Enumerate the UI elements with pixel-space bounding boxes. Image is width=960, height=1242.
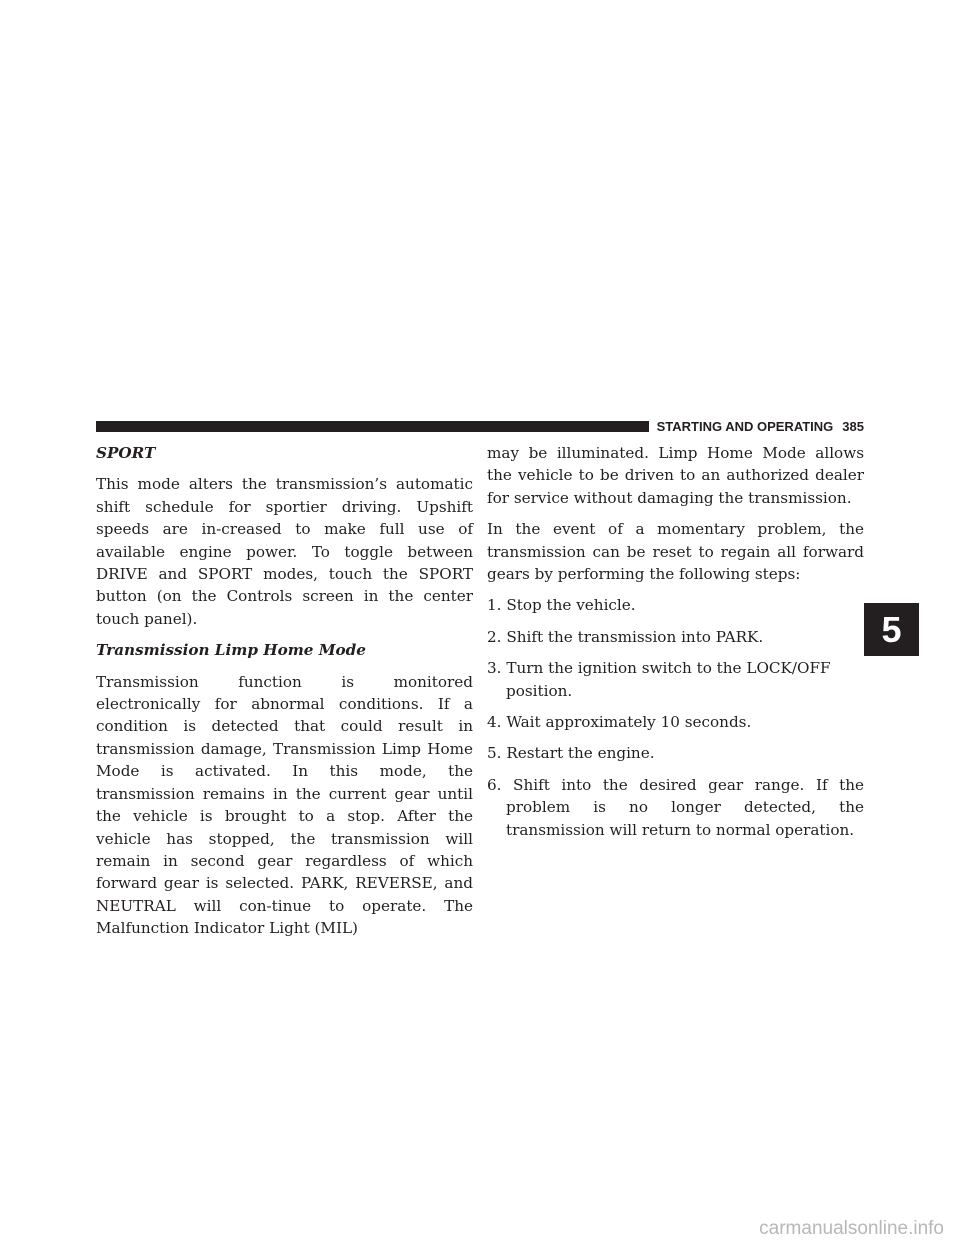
- step-item: 1. Stop the vehicle.: [487, 596, 636, 615]
- step-item: 3. Turn the ignition switch to the LOCK/OFF position.: [487, 659, 831, 700]
- step-item: 4. Wait approximately 10 seconds.: [487, 713, 752, 732]
- right-column: [487, 442, 864, 850]
- continuation-paragraph: may be illuminated. Limp Home Mode allows the vehicle to be driven to an authorized dealer for service without damaging the transmission.: [487, 444, 864, 507]
- running-header: [649, 418, 864, 435]
- watermark-link[interactable]: carmanualsonline.info: [759, 1218, 944, 1239]
- sport-heading: SPORT: [96, 444, 156, 462]
- step-item: 6. Shift into the desired gear range. If the problem is no longer detected, the transmission will return to normal operation.: [487, 775, 864, 839]
- left-column: [96, 442, 473, 949]
- chapter-tab: 5: [864, 603, 919, 656]
- section-title: STARTING AND OPERATING: [656, 419, 834, 434]
- step-item: 2. Shift the transmission into PARK.: [487, 627, 764, 646]
- sport-paragraph: This mode alters the transmission’s automatic shift schedule for sportier driving. Upshift speeds are in-creased to make full use of available engine power. To toggle between DRIVE and SPORT modes, touch the SPORT button (on the Controls screen in the center touch panel).: [96, 475, 473, 628]
- reset-intro-paragraph: In the event of a momentary problem, the transmission can be reset to regain all forward gears by performing the following steps:: [487, 520, 864, 584]
- step-item: 5. Restart the engine.: [487, 744, 655, 763]
- limp-home-heading: Transmission Limp Home Mode: [96, 641, 366, 660]
- page-number: 385: [842, 419, 864, 434]
- limp-home-paragraph: Transmission function is monitored electronically for abnormal conditions. If a condition is detected that could result in transmission damage, Transmission Limp Home Mode is activated. In this mode, the transmission remains in the current gear until the vehicle is brought to a stop. After the vehicle has stopped, the transmission will remain in second gear regardless of which forward gear is selected. PARK, REVERSE, and NEUTRAL will con-tinue to operate. The Malfunction Indicator Light (MIL): [96, 672, 473, 938]
